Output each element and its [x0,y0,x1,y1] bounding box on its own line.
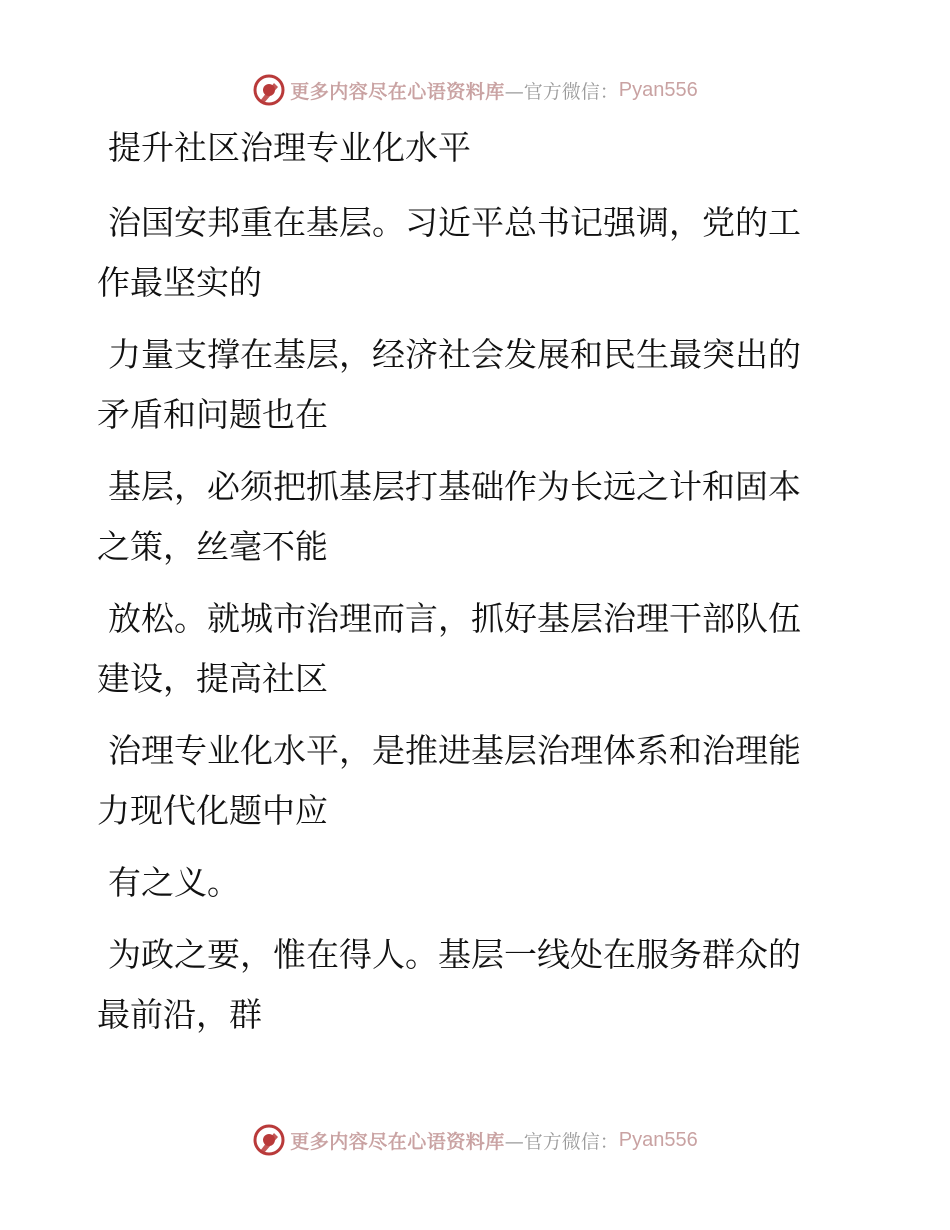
document-body [97,121,837,1057]
brand-text: 更多内容尽在心语资料库 [290,1130,505,1153]
paragraph [97,721,837,841]
pen-logo-icon [252,1123,286,1157]
wechat-id: Pyan556 [618,1128,698,1151]
paragraph-line: 为政之要，惟在得人。基层一线处在服务群众的 [108,935,801,974]
paragraph [97,853,837,913]
wechat-id: Pyan556 [618,78,698,101]
paragraph-line: 最前沿，群 [97,995,262,1034]
paragraph [97,325,837,445]
footer-watermark [0,1120,950,1160]
pen-logo-icon [252,73,286,107]
paragraph-line: 矛盾和问题也在 [97,395,328,434]
paragraph-line: 建设，提高社区 [97,659,328,698]
paragraph [97,193,837,313]
official-label: —官方微信： [504,1130,619,1153]
header-watermark [0,70,950,110]
paragraph-line: 力量支撑在基层，经济社会发展和民生最突出的 [108,335,801,374]
paragraph [97,925,837,1045]
paragraph-line: 治理专业化水平，是推进基层治理体系和治理能 [108,731,801,770]
paragraph-line: 作最坚实的 [97,263,262,302]
document-title: 提升社区治理专业化水平 [108,128,471,167]
paragraph-line: 治国安邦重在基层。习近平总书记强调，党的工 [108,203,801,242]
paragraph-line: 之策，丝毫不能 [97,527,328,566]
paragraph-line: 有之义。 [108,863,240,902]
official-label: —官方微信： [504,80,619,103]
paragraph [97,589,837,709]
paragraph [97,457,837,577]
paragraph-line: 放松。就城市治理而言，抓好基层治理干部队伍 [108,599,801,638]
paragraph-line: 基层，必须把抓基层打基础作为长远之计和固本 [108,467,801,506]
brand-text: 更多内容尽在心语资料库 [290,80,505,103]
paragraph-line: 力现代化题中应 [97,791,328,830]
